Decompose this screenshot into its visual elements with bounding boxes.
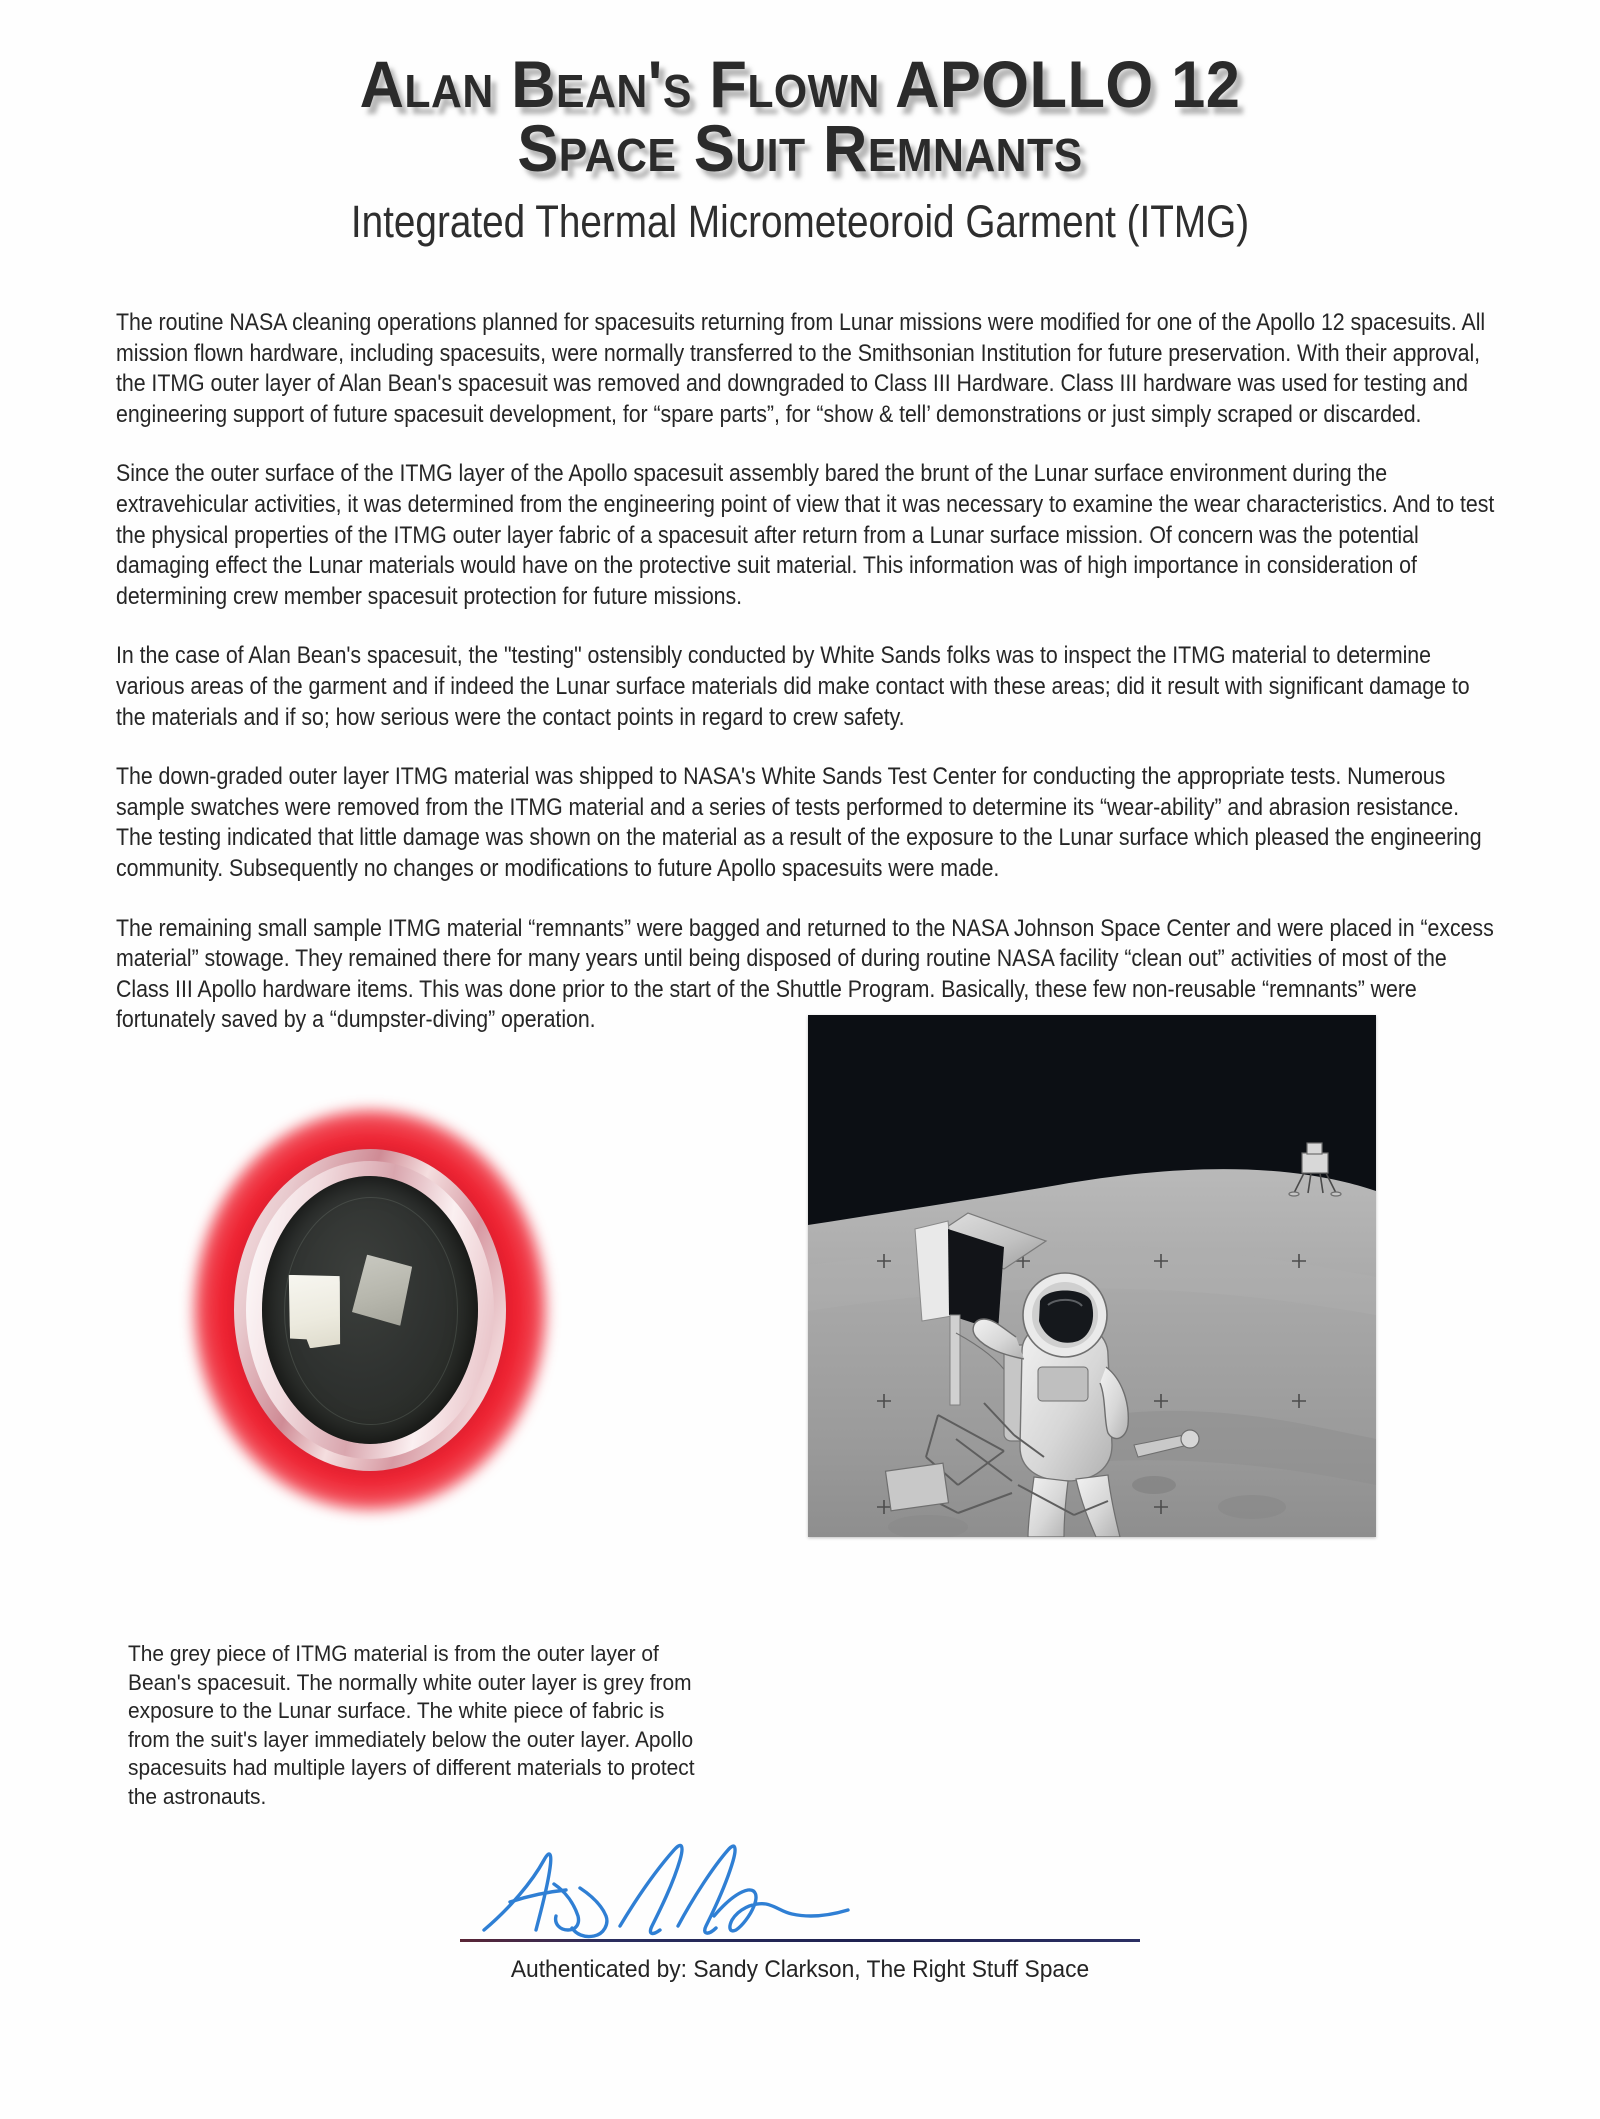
authentication-block <box>0 1830 1600 1984</box>
petri-dish-interior <box>262 1176 478 1444</box>
body-paragraph-3: In the case of Alan Bean's spacesuit, the "testing" ostensibly conducted by White Sands folks was to inspect the ITMG material to determine various areas of the garment and if indeed the Lunar surface materials did make contact with these areas; did it result with significant damage to the materials and if so; how serious were the contact points in regard to crew safety. <box>116 643 1470 731</box>
figure-caption: The grey piece of ITMG material is from the outer layer of Bean's spacesuit. The normally white outer layer is grey from exposure to the Lunar surface. The white piece of fabric is from the suit's layer immediately below the outer layer. Apollo spacesuits had multiple layers of different materials to protect the astronauts. <box>128 1641 695 1809</box>
body-paragraph-5: The remaining small sample ITMG material “remnants” were bagged and returned to the NASA Johnson Space Center and were placed in “excess material” stowage. They remained there for many years until being disposed of during routine NASA facility “clean out” activities of most of the Class III Apollo hardware items. This was done prior to the start of the Shuttle Program. Basically, these few non-reusable “remnants” were fortunately saved by a “dumpster-diving” operation. <box>116 915 1494 1034</box>
specimen-photo <box>150 1100 590 1520</box>
handwritten-signature <box>470 1830 890 1942</box>
grey-itmg-fabric-swatch <box>351 1254 413 1327</box>
authentication-line: Authenticated by: Sandy Clarkson, The Right Stuff Space <box>510 1956 1090 1983</box>
body-paragraph-2: Since the outer surface of the ITMG layer of the Apollo spacesuit assembly bared the brunt of the Lunar surface environment during the extravehicular activities, it was determined from the engineering point of view that it was necessary to examine the wear characteristics. And to test the physical properties of the ITMG outer layer fabric of a spacesuit after return from a Lunar surface mission. Of concern was the potential damaging effect the Lunar materials would have on the protective suit material. This information was of high importance in consideration of determining crew member spacesuit protection for future missions. <box>116 461 1495 610</box>
page-title-line-1: Alan Bean's Flown APOLLO 12 <box>359 47 1241 121</box>
lunar-photo-artwork <box>808 1015 1376 1537</box>
document-header <box>0 47 1600 248</box>
page-subtitle: Integrated Thermal Micrometeoroid Garment (ITMG) <box>350 196 1250 248</box>
body-paragraph-1: The routine NASA cleaning operations planned for spacesuits returning from Lunar missions were modified for one of the Apollo 12 spacesuits. All mission flown hardware, including spacesuits, were normally transferred to the Smithsonian Institution for future preservation. With their approval, the ITMG outer layer of Alan Bean's spacesuit was removed and downgraded to Class III Hardware. Class III hardware was used for testing and engineering support of future spacesuit development, for “spare parts”, for “show & tell’ demonstrations or just simply scraped or discarded. <box>116 310 1486 428</box>
signature-rule <box>460 1939 1140 1942</box>
white-fabric-swatch <box>288 1273 343 1349</box>
body-paragraph-4: The down-graded outer layer ITMG material was shipped to NASA's White Sands Test Center for conducting the appropriate tests. Numerous sample swatches were removed from the ITMG material and a series of tests performed to determine its “wear-ability” and abrasion resistance. The testing indicated that little damage was shown on the material as a result of the exposure to the Lunar surface which pleased the engineering community. Subsequently no changes or modifications to future Apollo spacesuits were made. <box>116 764 1482 882</box>
lunar-surface-photo <box>808 1015 1376 1537</box>
signature-holder <box>450 1830 1150 1950</box>
page-title-line-2: Space Suit Remnants <box>517 111 1083 186</box>
body-text <box>116 308 1496 1036</box>
